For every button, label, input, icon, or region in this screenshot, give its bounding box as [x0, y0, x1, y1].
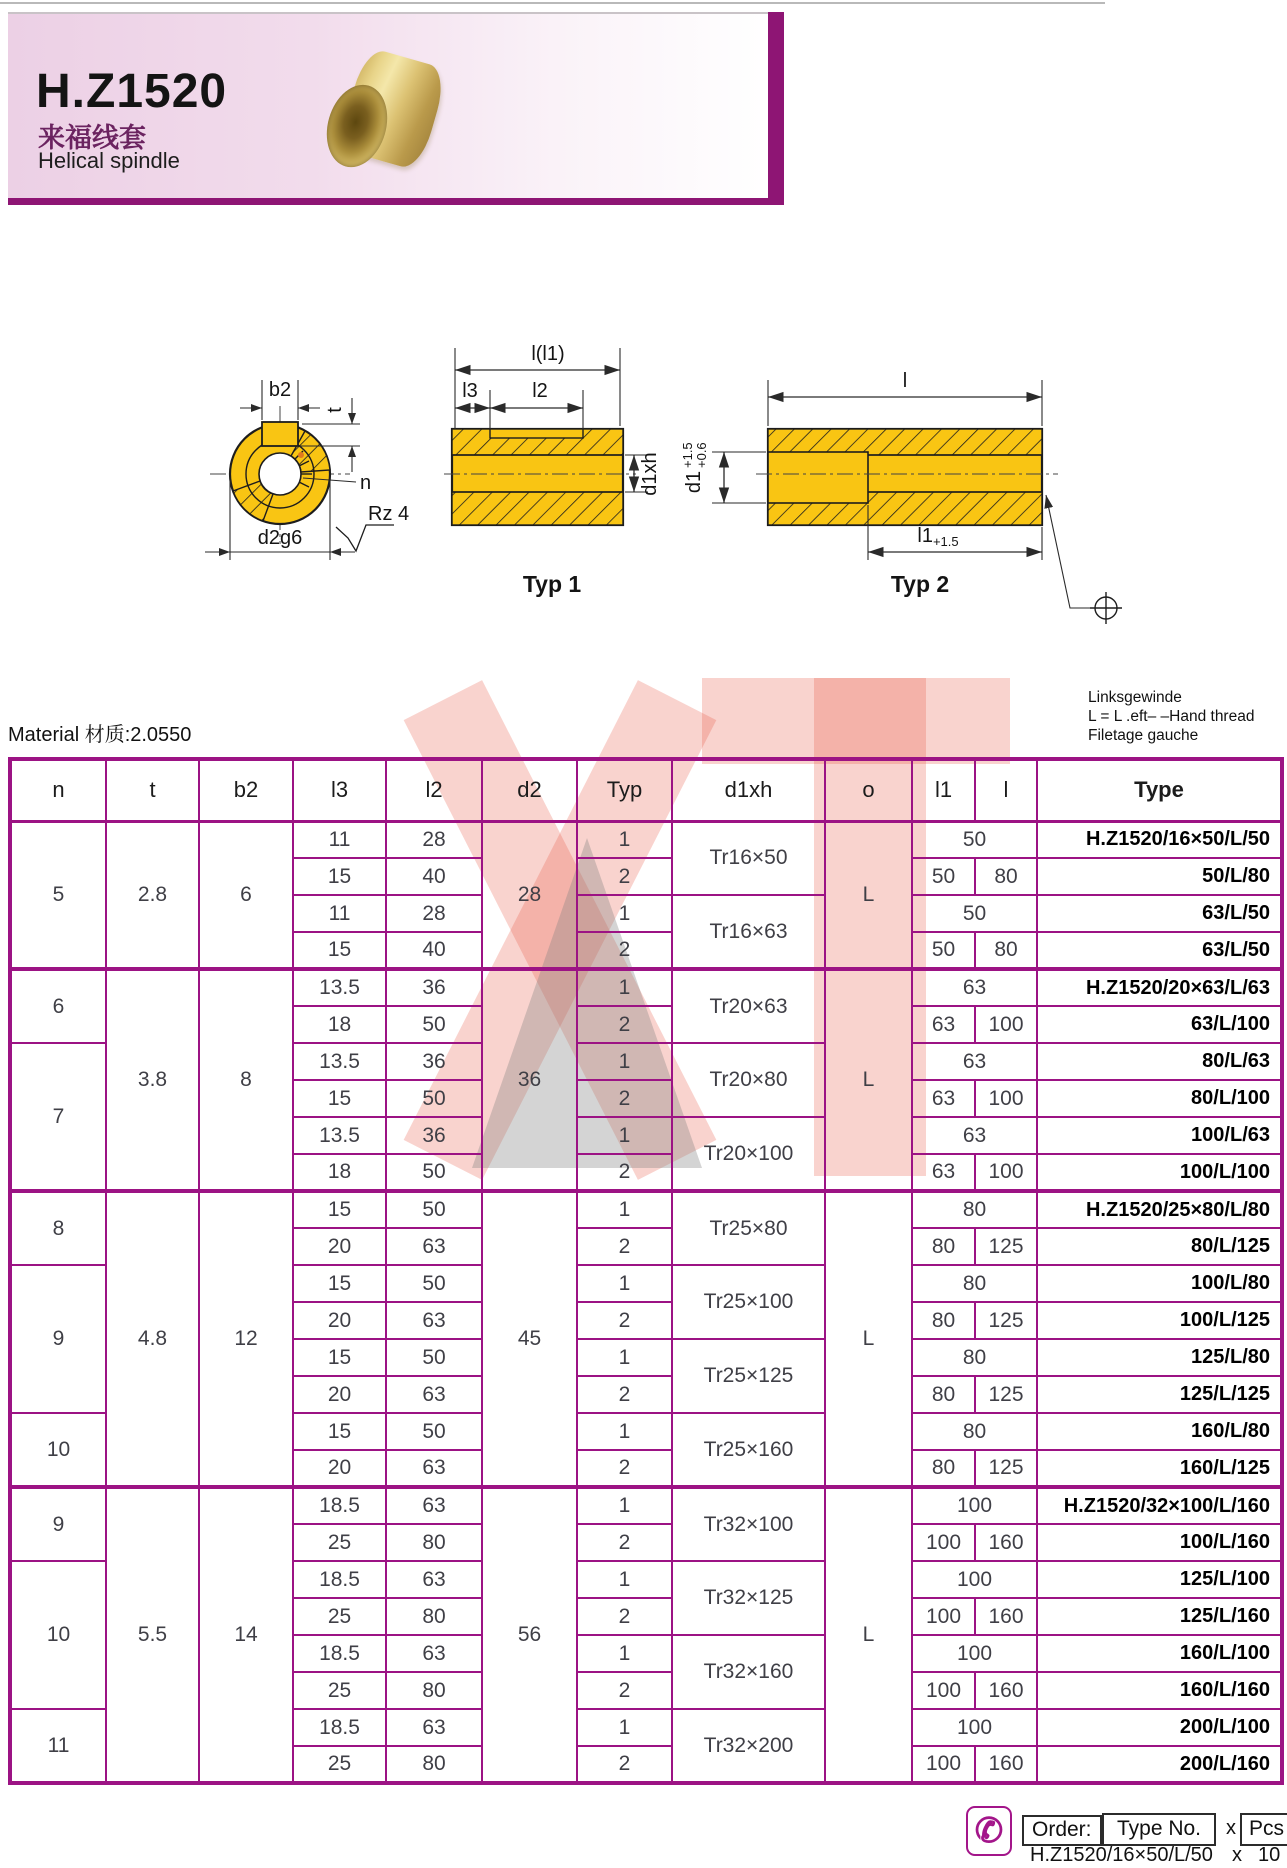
spline-marker [298, 452, 304, 458]
table-cell: 80 [912, 1339, 1037, 1376]
table-cell: 1 [577, 1635, 672, 1672]
table-cell: 25 [293, 1672, 386, 1709]
table-cell: 50 [912, 858, 975, 895]
table-cell: 80 [912, 1228, 975, 1265]
col-header-d1xh: d1xh [672, 759, 825, 821]
table-row [10, 821, 1282, 858]
table-cell: 80 [912, 1265, 1037, 1302]
table-cell: L [825, 1487, 912, 1783]
type-cell: 125/L/160 [1037, 1598, 1282, 1635]
table-cell: 15 [293, 1413, 386, 1450]
dim-rz: Rz 4 [368, 503, 410, 525]
table-cell: 50 [912, 932, 975, 969]
table-cell: 63 [912, 1080, 975, 1117]
table-cell: Tr20×100 [672, 1117, 825, 1191]
table-cell: 2 [577, 1450, 672, 1487]
dim-l1: $l1_{+1.5}$ [917, 525, 959, 549]
col-header-l1: l1 [912, 759, 975, 821]
table-cell: 2 [577, 932, 672, 969]
type-cell: H.Z1520/20×63/L/63 [1037, 969, 1282, 1006]
table-cell: 20 [293, 1450, 386, 1487]
type-cell: 63/L/50 [1037, 895, 1282, 932]
table-cell: 10 [10, 1413, 106, 1487]
dim-l3: l3 [462, 380, 478, 402]
table-cell: 2.8 [106, 821, 199, 969]
table-cell: 15 [293, 932, 386, 969]
table-cell: 28 [386, 895, 482, 932]
type-cell: 125/L/125 [1037, 1376, 1282, 1413]
table-cell: 2 [577, 1080, 672, 1117]
table-cell: 50 [912, 821, 1037, 858]
table-cell: 15 [293, 1191, 386, 1228]
table-cell: 20 [293, 1302, 386, 1339]
type-cell: 200/L/100 [1037, 1709, 1282, 1746]
type-cell: 100/L/125 [1037, 1302, 1282, 1339]
surface-finish-icon [336, 503, 409, 551]
table-cell: 100 [912, 1598, 975, 1635]
type-cell: H.Z1520/25×80/L/80 [1037, 1191, 1282, 1228]
col-header-d2: d2 [482, 759, 577, 821]
type-cell: 80/L/125 [1037, 1228, 1282, 1265]
material-note: Material 材质:2.0550 [8, 724, 192, 746]
table-cell: 18.5 [293, 1487, 386, 1524]
table-cell: 25 [293, 1598, 386, 1635]
table-cell: 80 [975, 858, 1037, 895]
table-cell: 2 [577, 1228, 672, 1265]
table-cell: 50 [386, 1080, 482, 1117]
col-header-t: t [106, 759, 199, 821]
table-cell: 6 [199, 821, 293, 969]
type-cell: 100/L/63 [1037, 1117, 1282, 1154]
table-cell: 36 [482, 969, 577, 1191]
col-header-l: l [975, 759, 1037, 821]
dim-l: l [902, 370, 908, 392]
type-cell: 160/L/100 [1037, 1635, 1282, 1672]
table-cell: 125 [975, 1376, 1037, 1413]
table-cell: 5 [10, 821, 106, 969]
table-cell: 45 [482, 1191, 577, 1487]
table-cell: 63 [386, 1302, 482, 1339]
table-cell: 1 [577, 1413, 672, 1450]
table-cell: 125 [975, 1450, 1037, 1487]
table-cell: 28 [386, 821, 482, 858]
table-cell: 9 [10, 1265, 106, 1413]
table-cell: 63 [386, 1228, 482, 1265]
table-cell: Tr25×80 [672, 1191, 825, 1265]
table-cell: 7 [10, 1043, 106, 1191]
table-cell: 100 [912, 1561, 1037, 1598]
table-cell: 6 [10, 969, 106, 1043]
table-cell: 11 [10, 1709, 106, 1783]
table-cell: 160 [975, 1746, 1037, 1783]
dim-l2: l2 [532, 380, 548, 402]
table-cell: L [825, 1191, 912, 1487]
col-header-b2: b2 [199, 759, 293, 821]
table-cell: 63 [386, 1561, 482, 1598]
table-cell: 25 [293, 1746, 386, 1783]
type-no-box: Type No. [1102, 1813, 1216, 1846]
table-cell: Tr25×125 [672, 1339, 825, 1413]
table-cell: 125 [975, 1228, 1037, 1265]
table-cell: 1 [577, 1191, 672, 1228]
table-cell: 1 [577, 1339, 672, 1376]
table-cell: 50 [386, 1191, 482, 1228]
table-cell: 63 [386, 1487, 482, 1524]
type-cell: 100/L/160 [1037, 1524, 1282, 1561]
dim-t: t [324, 407, 346, 413]
table-cell: 1 [577, 1487, 672, 1524]
header-accent-bar-bottom [8, 198, 784, 205]
table-cell: 18.5 [293, 1561, 386, 1598]
table-cell: 2 [577, 1746, 672, 1783]
table-cell: 80 [912, 1376, 975, 1413]
table-cell: 80 [386, 1598, 482, 1635]
table-cell: 1 [577, 1117, 672, 1154]
table-cell: 63 [386, 1450, 482, 1487]
table-cell: 20 [293, 1228, 386, 1265]
table-cell: 80 [386, 1524, 482, 1561]
type-cell: H.Z1520/32×100/L/160 [1037, 1487, 1282, 1524]
table-cell: 50 [912, 895, 1037, 932]
table-cell: 2 [577, 1524, 672, 1561]
table-cell: 160 [975, 1524, 1037, 1561]
thread-note-line3: Filetage gauche [1088, 727, 1199, 744]
typ2-label: Typ 2 [890, 571, 950, 597]
order-label: Order: [1022, 1815, 1102, 1846]
table-cell: Tr25×160 [672, 1413, 825, 1487]
table-cell: 1 [577, 1265, 672, 1302]
table-cell: 18.5 [293, 1635, 386, 1672]
dim-d1 [680, 442, 709, 493]
table-cell: 63 [386, 1709, 482, 1746]
table-cell: 63 [386, 1635, 482, 1672]
table-cell: 100 [912, 1487, 1037, 1524]
table-cell: 4.8 [106, 1191, 199, 1487]
table-cell: 63 [912, 1043, 1037, 1080]
table-cell: Tr32×160 [672, 1635, 825, 1709]
table-body [10, 821, 1282, 1783]
col-header-typ: Typ [577, 759, 672, 821]
dim-n: n [360, 472, 372, 494]
table-cell: 36 [386, 969, 482, 1006]
table-cell: 36 [386, 1117, 482, 1154]
table-cell: 10 [10, 1561, 106, 1709]
table-cell: 160 [975, 1672, 1037, 1709]
table-cell: 100 [912, 1746, 975, 1783]
col-header-n: n [10, 759, 106, 821]
table-cell: 9 [10, 1487, 106, 1561]
table-cell: 11 [293, 821, 386, 858]
table-cell: 50 [386, 1154, 482, 1191]
table-cell: 50 [386, 1006, 482, 1043]
table-cell: 80 [386, 1746, 482, 1783]
table-cell: 15 [293, 1265, 386, 1302]
table-row [10, 1191, 1282, 1228]
table-cell: 2 [577, 1302, 672, 1339]
table-cell: Tr16×50 [672, 821, 825, 895]
order-example-qty: 10 [1258, 1844, 1281, 1866]
table-cell: 2 [577, 1598, 672, 1635]
svg-text:+1.5: +1.5 [680, 442, 695, 468]
table-cell: 50 [386, 1413, 482, 1450]
technical-drawing [0, 230, 1287, 640]
table-cell: 125 [975, 1302, 1037, 1339]
table-cell: 100 [912, 1709, 1037, 1746]
table-cell: 2 [577, 1154, 672, 1191]
table-cell: 13.5 [293, 969, 386, 1006]
table-cell: 1 [577, 969, 672, 1006]
table-row [10, 1487, 1282, 1524]
table-cell: 8 [199, 969, 293, 1191]
type-cell: 63/L/50 [1037, 932, 1282, 969]
table-cell: 56 [482, 1487, 577, 1783]
table-row [10, 969, 1282, 1006]
type-cell: 63/L/100 [1037, 1006, 1282, 1043]
table-cell: Tr16×63 [672, 895, 825, 969]
typ1-view [444, 343, 661, 597]
col-header-l3: l3 [293, 759, 386, 821]
table-cell: 1 [577, 821, 672, 858]
table-cell: 40 [386, 858, 482, 895]
type-cell: 125/L/80 [1037, 1339, 1282, 1376]
table-cell: 13.5 [293, 1043, 386, 1080]
table-cell: 1 [577, 1709, 672, 1746]
table-cell: 15 [293, 1339, 386, 1376]
table-cell: 63 [912, 1154, 975, 1191]
table-cell: 100 [912, 1524, 975, 1561]
table-cell: 2 [577, 1672, 672, 1709]
table-cell: 20 [293, 1376, 386, 1413]
table-cell: 100 [912, 1672, 975, 1709]
table-cell: 15 [293, 1080, 386, 1117]
order-example-type: H.Z1520/16×50/L/50 [1030, 1844, 1213, 1866]
table-cell: 36 [386, 1043, 482, 1080]
spec-table [8, 757, 1284, 1785]
type-cell: 160/L/125 [1037, 1450, 1282, 1487]
table-cell: 63 [912, 1117, 1037, 1154]
table-cell: 5.5 [106, 1487, 199, 1783]
table-cell: 50 [386, 1339, 482, 1376]
pcs-box: Pcs [1240, 1813, 1287, 1846]
thread-note-line1: Linksgewinde [1088, 689, 1182, 706]
table-cell: L [825, 969, 912, 1191]
product-photo [328, 54, 440, 172]
table-cell: Tr20×63 [672, 969, 825, 1043]
dim-d2g6: d2g6 [257, 527, 303, 549]
position-target-icon [1090, 592, 1122, 624]
table-cell: 80 [386, 1672, 482, 1709]
table-cell: 40 [386, 932, 482, 969]
table-cell: 80 [912, 1191, 1037, 1228]
type-cell: 200/L/160 [1037, 1746, 1282, 1783]
phone-icon: ✆ [966, 1806, 1012, 1856]
table-cell: 8 [10, 1191, 106, 1265]
table-cell: L [825, 821, 912, 969]
table-cell: 2 [577, 1006, 672, 1043]
table-cell: 100 [975, 1154, 1037, 1191]
type-cell: H.Z1520/16×50/L/50 [1037, 821, 1282, 858]
type-cell: 80/L/100 [1037, 1080, 1282, 1117]
type-cell: 100/L/100 [1037, 1154, 1282, 1191]
table-cell: 28 [482, 821, 577, 969]
table-cell: 100 [912, 1635, 1037, 1672]
header-accent-bar-right [768, 12, 784, 205]
col-header-l2: l2 [386, 759, 482, 821]
thread-note [1088, 688, 1287, 745]
order-example-x: x [1232, 1844, 1242, 1866]
table-cell: 1 [577, 895, 672, 932]
table-cell: 25 [293, 1524, 386, 1561]
table-cell: Tr32×100 [672, 1487, 825, 1561]
table-cell: 63 [912, 1006, 975, 1043]
svg-text:+0.6: +0.6 [694, 442, 709, 468]
table-cell: 50 [386, 1265, 482, 1302]
table-header-row [10, 759, 1282, 821]
table-cell: 18 [293, 1006, 386, 1043]
table-cell: 13.5 [293, 1117, 386, 1154]
product-name-cn: 来福线套 [38, 123, 146, 153]
table-cell: 12 [199, 1191, 293, 1487]
table-cell: Tr32×200 [672, 1709, 825, 1783]
table-cell: Tr32×125 [672, 1561, 825, 1635]
table-cell: 80 [912, 1450, 975, 1487]
col-header-type: Type [1037, 759, 1282, 821]
table-cell: 14 [199, 1487, 293, 1783]
type-cell: 125/L/100 [1037, 1561, 1282, 1598]
dim-l-l1: l(l1) [531, 343, 565, 365]
table-cell: 80 [975, 932, 1037, 969]
type-cell: 80/L/63 [1037, 1043, 1282, 1080]
table-cell: 1 [577, 1043, 672, 1080]
table-cell: 160 [975, 1598, 1037, 1635]
table-cell: 18 [293, 1154, 386, 1191]
table-cell: Tr20×80 [672, 1043, 825, 1117]
type-cell: 160/L/80 [1037, 1413, 1282, 1450]
top-rule [0, 2, 1105, 4]
table-cell: 100 [975, 1006, 1037, 1043]
table-cell: 80 [912, 1302, 975, 1339]
table-cell: 63 [912, 969, 1037, 1006]
table-cell: 2 [577, 858, 672, 895]
x-label: x [1226, 1817, 1236, 1839]
table-cell: Tr25×100 [672, 1265, 825, 1339]
table-cell: 63 [386, 1376, 482, 1413]
type-cell: 50/L/80 [1037, 858, 1282, 895]
thread-note-line2: L = L .eft– –Hand thread [1088, 708, 1255, 725]
dim-d1xh: d1xh [639, 452, 661, 496]
table-cell: 80 [912, 1413, 1037, 1450]
product-name-en: Helical spindle [38, 148, 180, 173]
table-cell: 1 [577, 1561, 672, 1598]
type-cell: 100/L/80 [1037, 1265, 1282, 1302]
typ2-view [680, 370, 1122, 624]
table-cell: 3.8 [106, 969, 199, 1191]
table-cell: 2 [577, 1376, 672, 1413]
svg-text:d1: d1 [683, 470, 705, 494]
table-cell: 11 [293, 895, 386, 932]
table-cell: 18.5 [293, 1709, 386, 1746]
col-header-o: o [825, 759, 912, 821]
table-cell: 15 [293, 858, 386, 895]
front-view [205, 379, 409, 560]
table-cell: 100 [975, 1080, 1037, 1117]
type-cell: 160/L/160 [1037, 1672, 1282, 1709]
typ1-label: Typ 1 [522, 571, 582, 597]
page-title: H.Z1520 [36, 65, 228, 118]
dim-b2: b2 [268, 379, 292, 401]
